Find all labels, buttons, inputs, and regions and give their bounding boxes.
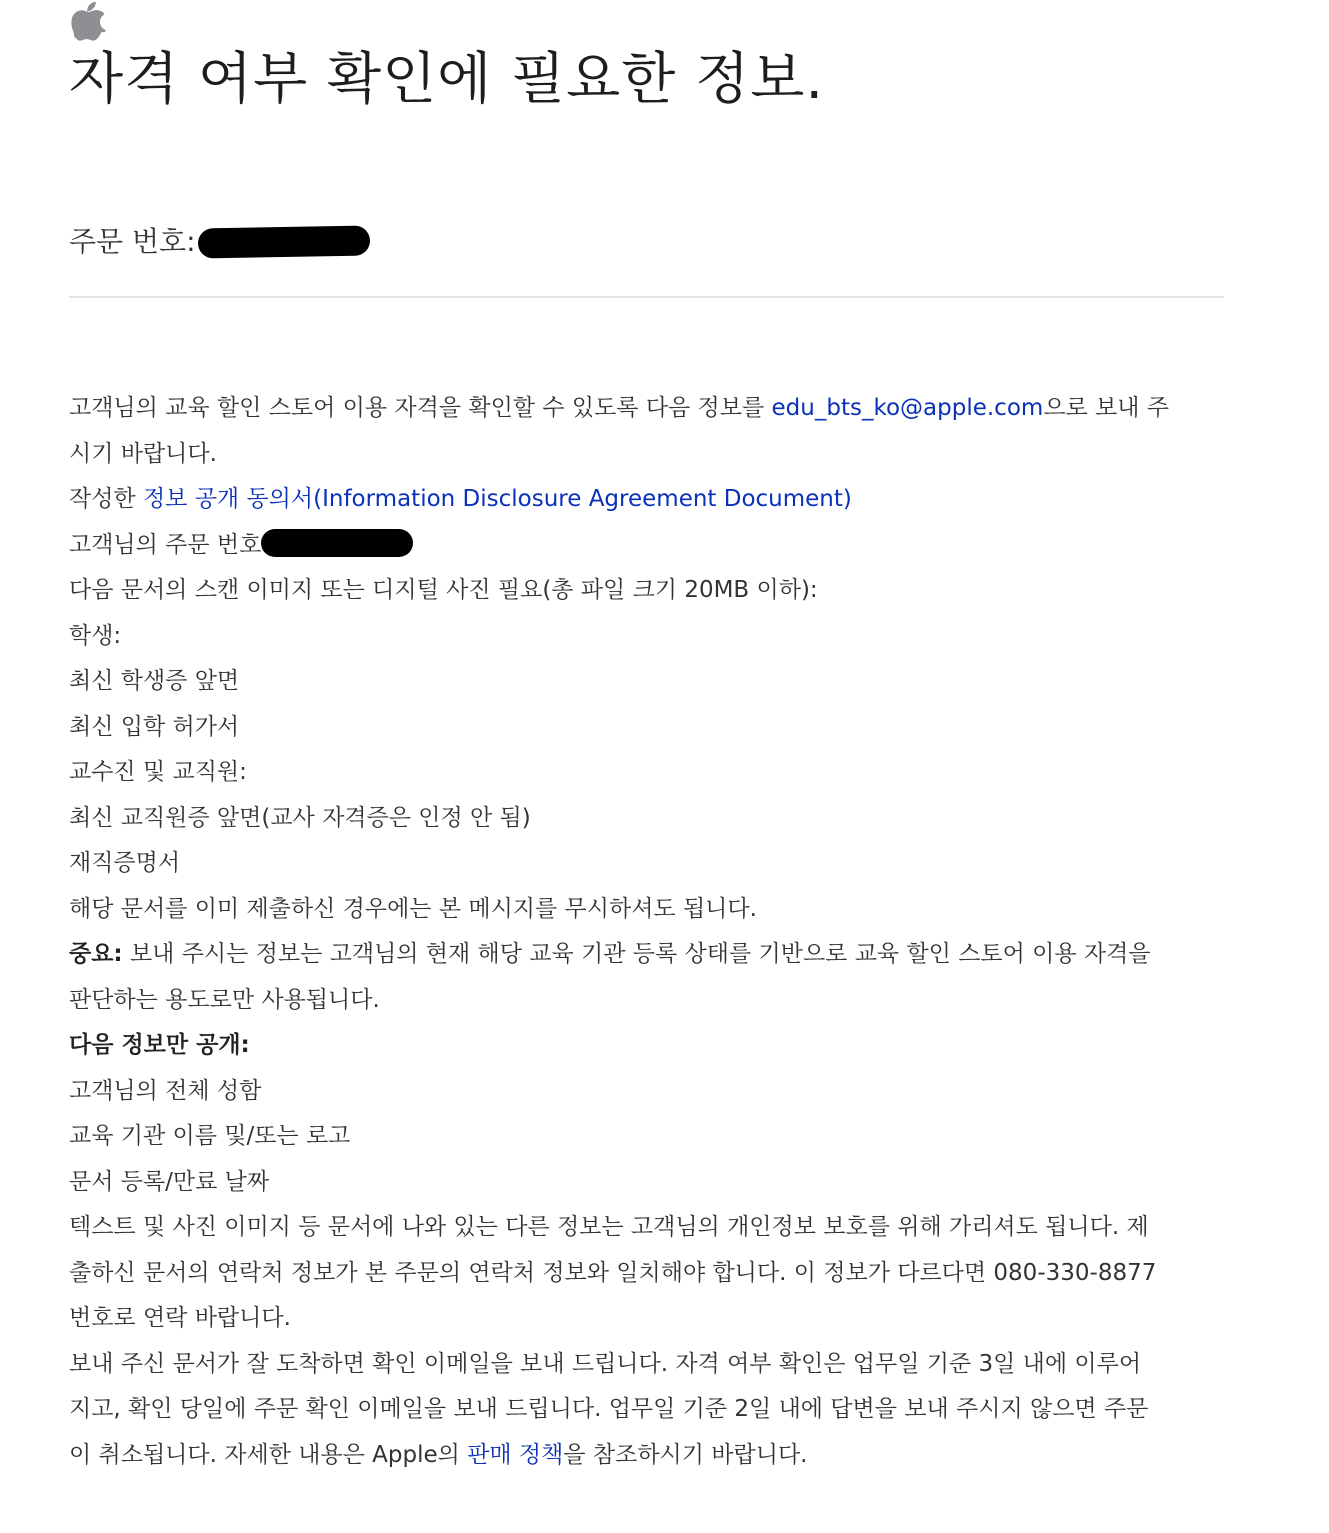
- divider: [69, 296, 1224, 298]
- intro-line-2: 시기 바랍니다.: [69, 440, 217, 467]
- disclose-label: 다음 정보만 공개:: [69, 1032, 250, 1058]
- intro-text: 고객님의 교육 할인 스토어 이용 자격을 확인할 수 있도록 다음 정보를: [69, 395, 772, 421]
- email-body: [69, 386, 1229, 1478]
- order-number-label: 주문 번호:: [69, 225, 196, 258]
- list-item: 최신 학생증 앞면: [69, 668, 240, 694]
- list-item: 교육 기관 이름 및/또는 로고: [69, 1123, 351, 1149]
- students-label: 학생:: [69, 622, 122, 649]
- faculty-label: 교수진 및 교직원:: [69, 759, 247, 785]
- privacy-line-2: 출하신 문서의 연락처 정보가 본 주문의 연락처 정보와 일치해야 합니다. 이 정보가 다르다면 080-330-8877: [69, 1259, 1157, 1286]
- list-item: 고객님의 전체 성함: [69, 1077, 262, 1104]
- page-title: 자격 여부 확인에 필요한 정보.: [69, 47, 825, 112]
- important-label: 중요:: [69, 941, 123, 967]
- important-text: 보내 주시는 정보는 고객님의 현재 해당 교육 기관 등록 상태를 기반으로 교육 할인 스토어 이용 자격을: [122, 941, 1151, 967]
- agreement-link[interactable]: 정보 공개 동의서(Information Disclosure Agreement Document): [142, 486, 852, 512]
- intro-text-after: 으로 보내 주: [1043, 395, 1170, 421]
- agreement-prefix: 작성한: [69, 486, 143, 512]
- agreement-line: [69, 477, 1229, 523]
- order-number-line: [69, 222, 370, 262]
- redacted-order-number: [197, 226, 369, 259]
- email-link[interactable]: edu_bts_ko@apple.com: [771, 395, 1044, 421]
- list-item: 최신 입학 허가서: [69, 713, 240, 740]
- apple-logo-icon: [69, 2, 109, 46]
- important-line-2: 판단하는 용도로만 사용됩니다.: [69, 986, 380, 1013]
- confirm-text-after: 을 참조하시기 바랍니다.: [563, 1441, 808, 1468]
- confirm-text: 이 취소됩니다. 자세한 내용은 Apple의: [69, 1441, 468, 1468]
- order-number-body-line: [69, 523, 1229, 569]
- order-number-body-label: 고객님의 주문 번호: [69, 531, 262, 558]
- list-item: 최신 교직원증 앞면(교사 자격증은 인정 안 됨): [69, 804, 531, 831]
- redacted-order-number-body: [261, 529, 413, 557]
- privacy-line-3: 번호로 연락 바랍니다.: [69, 1305, 291, 1331]
- scan-required-line: 다음 문서의 스캔 이미지 또는 디지털 사진 필요(총 파일 크기 20MB 이하):: [69, 577, 818, 603]
- list-item: 문서 등록/만료 날짜: [69, 1168, 270, 1195]
- privacy-line-1: 텍스트 및 사진 이미지 등 문서에 나와 있는 다른 정보는 고객님의 개인정보 보호를 위해 가리셔도 됩니다. 제: [69, 1214, 1149, 1240]
- intro-line: [69, 386, 1229, 432]
- confirm-line-2: 지고, 확인 당일에 주문 확인 이메일을 보내 드립니다. 업무일 기준 2일 내에 답변을 보내 주시지 않으면 주문: [69, 1396, 1149, 1422]
- confirm-line-1: 보내 주신 문서가 잘 도착하면 확인 이메일을 보내 드립니다. 자격 여부 확인은 업무일 기준 3일 내에 이루어: [69, 1350, 1142, 1377]
- confirm-line-3: [69, 1433, 1229, 1479]
- ignore-note: 해당 문서를 이미 제출하신 경우에는 본 메시지를 무시하셔도 됩니다.: [69, 895, 757, 922]
- list-item: 재직증명서: [69, 850, 181, 876]
- sales-policy-link[interactable]: 판매 정책: [467, 1441, 564, 1468]
- important-line: [69, 932, 1229, 978]
